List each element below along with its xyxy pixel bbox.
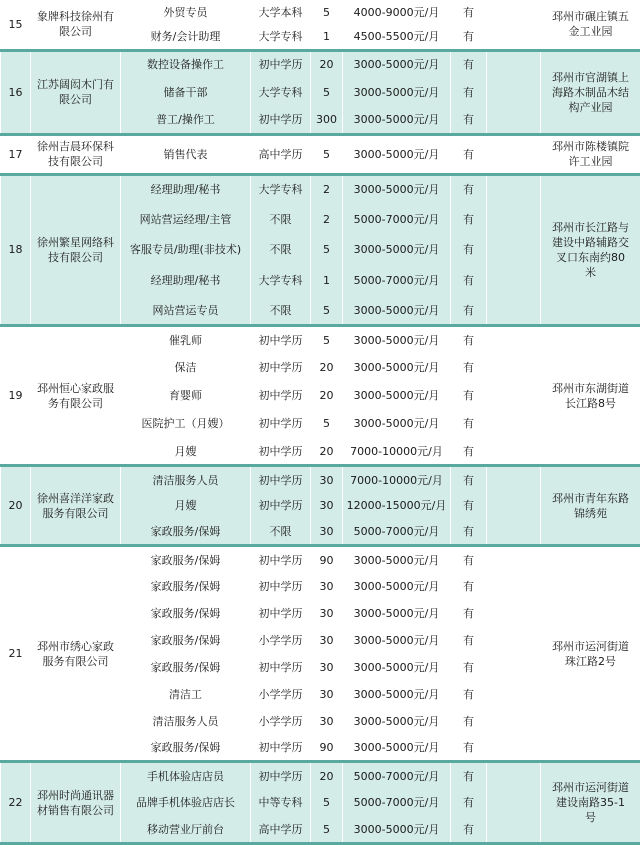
education-requirement: 高中学历 [251,134,311,174]
education-requirement: 初中学历 [251,354,311,382]
education-requirement: 大学专科 [251,78,311,106]
job-title: 清洁服务人员 [121,466,251,493]
row-number: 18 [1,174,31,326]
job-title: 普工/操作工 [121,106,251,134]
table-row [1,134,640,174]
job-title: 外贸专员 [121,0,251,25]
insurance-flag: 有 [451,0,487,25]
job-title: 家政服务/保姆 [121,519,251,546]
headcount: 20 [311,438,343,466]
company-group [1,326,640,466]
job-title: 财务/会计助理 [121,25,251,50]
headcount: 30 [311,466,343,493]
job-title: 家政服务/保姆 [121,627,251,654]
headcount: 1 [311,265,343,295]
job-title: 品牌手机体验店店长 [121,789,251,816]
salary-range: 3000-5000元/月 [343,296,451,326]
company-name: 江苏阔闳木门有限公司 [31,50,121,134]
education-requirement: 大学专科 [251,265,311,295]
row-number: 19 [1,326,31,466]
headcount: 5 [311,326,343,354]
company-address: 邳州市青年东路锦绣苑 [541,466,640,546]
job-title: 经理助理/秘书 [121,265,251,295]
education-requirement: 初中学历 [251,762,311,789]
education-requirement: 大学专科 [251,25,311,50]
headcount: 1 [311,25,343,50]
insurance-flag: 有 [451,546,487,573]
job-title: 家政服务/保姆 [121,546,251,573]
salary-range: 3000-5000元/月 [343,235,451,265]
insurance-flag: 有 [451,438,487,466]
company-name: 徐州喜洋洋家政服务有限公司 [31,466,121,546]
company-address: 邳州市碾庄镇五金工业园 [541,0,640,50]
insurance-flag: 有 [451,25,487,50]
company-group [1,174,640,326]
salary-range: 3000-5000元/月 [343,78,451,106]
insurance-flag: 有 [451,50,487,78]
headcount: 90 [311,546,343,573]
salary-range: 3000-5000元/月 [343,708,451,735]
table-row [1,762,640,789]
company-address: 邳州市官湖镇上海路木制品木结构产业园 [541,50,640,134]
salary-range: 3000-5000元/月 [343,106,451,134]
company-name: 象牌科技徐州有限公司 [31,0,121,50]
headcount: 5 [311,235,343,265]
salary-range: 3000-5000元/月 [343,354,451,382]
salary-range: 3000-5000元/月 [343,410,451,438]
spacer-cell [487,762,541,844]
insurance-flag: 有 [451,134,487,174]
education-requirement: 初中学历 [251,735,311,762]
salary-range: 5000-7000元/月 [343,519,451,546]
salary-range: 7000-10000元/月 [343,466,451,493]
headcount: 2 [311,204,343,234]
education-requirement: 高中学历 [251,817,311,844]
company-group [1,762,640,844]
spacer-cell [487,0,541,50]
job-title: 数控设备操作工 [121,50,251,78]
job-title: 客服专员/助理(非技术) [121,235,251,265]
job-title: 移动营业厅前台 [121,817,251,844]
education-requirement: 初中学历 [251,410,311,438]
headcount: 300 [311,106,343,134]
headcount: 20 [311,382,343,410]
education-requirement: 大学专科 [251,174,311,204]
insurance-flag: 有 [451,762,487,789]
salary-range: 3000-5000元/月 [343,134,451,174]
company-name: 徐州繁星网络科技有限公司 [31,174,121,326]
job-title: 催乳师 [121,326,251,354]
education-requirement: 初中学历 [251,466,311,493]
job-title: 家政服务/保姆 [121,600,251,627]
company-group [1,466,640,546]
company-address: 邳州市长江路与建设中路辅路交叉口东南约80米 [541,174,640,326]
row-number: 15 [1,0,31,50]
job-title: 储备干部 [121,78,251,106]
insurance-flag: 有 [451,708,487,735]
education-requirement: 小学学历 [251,708,311,735]
education-requirement: 中等专科 [251,789,311,816]
salary-range: 3000-5000元/月 [343,681,451,708]
education-requirement: 不限 [251,235,311,265]
education-requirement: 不限 [251,204,311,234]
insurance-flag: 有 [451,681,487,708]
job-title: 月嫂 [121,438,251,466]
headcount: 20 [311,762,343,789]
spacer-cell [487,546,541,762]
insurance-flag: 有 [451,235,487,265]
headcount: 30 [311,627,343,654]
insurance-flag: 有 [451,296,487,326]
headcount: 2 [311,174,343,204]
insurance-flag: 有 [451,265,487,295]
insurance-flag: 有 [451,204,487,234]
education-requirement: 初中学历 [251,600,311,627]
company-address: 邳州市东湖街道长江路8号 [541,326,640,466]
insurance-flag: 有 [451,573,487,600]
company-name: 邳州时尚通讯器材销售有限公司 [31,762,121,844]
salary-range: 4000-9000元/月 [343,0,451,25]
job-title: 育婴师 [121,382,251,410]
headcount: 5 [311,78,343,106]
headcount: 30 [311,519,343,546]
insurance-flag: 有 [451,627,487,654]
headcount: 30 [311,654,343,681]
salary-range: 3000-5000元/月 [343,627,451,654]
headcount: 5 [311,0,343,25]
education-requirement: 初中学历 [251,326,311,354]
headcount: 30 [311,681,343,708]
job-title: 销售代表 [121,134,251,174]
salary-range: 4500-5500元/月 [343,25,451,50]
company-group [1,134,640,174]
insurance-flag: 有 [451,519,487,546]
company-address: 邳州市陈楼镇院许工业园 [541,134,640,174]
education-requirement: 初中学历 [251,546,311,573]
job-title: 医院护工（月嫂） [121,410,251,438]
headcount: 5 [311,296,343,326]
salary-range: 3000-5000元/月 [343,546,451,573]
salary-range: 3000-5000元/月 [343,600,451,627]
salary-range: 5000-7000元/月 [343,789,451,816]
insurance-flag: 有 [451,326,487,354]
job-title: 保洁 [121,354,251,382]
salary-range: 7000-10000元/月 [343,438,451,466]
insurance-flag: 有 [451,735,487,762]
row-number: 22 [1,762,31,844]
salary-range: 12000-15000元/月 [343,493,451,520]
education-requirement: 初中学历 [251,50,311,78]
salary-range: 3000-5000元/月 [343,382,451,410]
spacer-cell [487,134,541,174]
table-row [1,546,640,573]
salary-range: 3000-5000元/月 [343,735,451,762]
education-requirement: 初中学历 [251,654,311,681]
row-number: 17 [1,134,31,174]
education-requirement: 初中学历 [251,106,311,134]
spacer-cell [487,326,541,466]
insurance-flag: 有 [451,466,487,493]
headcount: 30 [311,573,343,600]
job-title: 清洁工 [121,681,251,708]
insurance-flag: 有 [451,493,487,520]
headcount: 30 [311,600,343,627]
insurance-flag: 有 [451,78,487,106]
table-row [1,174,640,204]
education-requirement: 初中学历 [251,382,311,410]
insurance-flag: 有 [451,382,487,410]
education-requirement: 大学本科 [251,0,311,25]
insurance-flag: 有 [451,106,487,134]
headcount: 20 [311,354,343,382]
spacer-cell [487,50,541,134]
headcount: 20 [311,50,343,78]
table-row [1,50,640,78]
education-requirement: 初中学历 [251,573,311,600]
insurance-flag: 有 [451,354,487,382]
row-number: 16 [1,50,31,134]
company-group [1,50,640,134]
job-title: 月嫂 [121,493,251,520]
insurance-flag: 有 [451,654,487,681]
education-requirement: 小学学历 [251,627,311,654]
company-name: 徐州吉晨环保科技有限公司 [31,134,121,174]
table-row [1,466,640,493]
job-title: 清洁服务人员 [121,708,251,735]
company-name: 邳州恒心家政服务有限公司 [31,326,121,466]
insurance-flag: 有 [451,174,487,204]
job-title: 经理助理/秘书 [121,174,251,204]
education-requirement: 不限 [251,519,311,546]
headcount: 90 [311,735,343,762]
job-title: 家政服务/保姆 [121,573,251,600]
insurance-flag: 有 [451,410,487,438]
education-requirement: 初中学历 [251,438,311,466]
job-title: 家政服务/保姆 [121,735,251,762]
company-name: 邳州市绣心家政服务有限公司 [31,546,121,762]
salary-range: 3000-5000元/月 [343,50,451,78]
headcount: 5 [311,134,343,174]
insurance-flag: 有 [451,600,487,627]
company-group [1,0,640,50]
headcount: 5 [311,410,343,438]
headcount: 30 [311,493,343,520]
job-title: 家政服务/保姆 [121,654,251,681]
salary-range: 3000-5000元/月 [343,174,451,204]
education-requirement: 不限 [251,296,311,326]
company-address: 邳州市运河街道建设南路35-1号 [541,762,640,844]
row-number: 21 [1,546,31,762]
salary-range: 3000-5000元/月 [343,573,451,600]
job-title: 手机体验店店员 [121,762,251,789]
headcount: 5 [311,789,343,816]
salary-range: 3000-5000元/月 [343,326,451,354]
headcount: 5 [311,817,343,844]
spacer-cell [487,466,541,546]
headcount: 30 [311,708,343,735]
company-address: 邳州市运河街道珠江路2号 [541,546,640,762]
education-requirement: 小学学历 [251,681,311,708]
insurance-flag: 有 [451,817,487,844]
company-group [1,546,640,762]
table-row [1,0,640,25]
salary-range: 5000-7000元/月 [343,265,451,295]
salary-range: 5000-7000元/月 [343,762,451,789]
job-title: 网站营运经理/主管 [121,204,251,234]
insurance-flag: 有 [451,789,487,816]
salary-range: 5000-7000元/月 [343,204,451,234]
education-requirement: 初中学历 [251,493,311,520]
salary-range: 3000-5000元/月 [343,654,451,681]
spacer-cell [487,174,541,326]
salary-range: 3000-5000元/月 [343,817,451,844]
row-number: 20 [1,466,31,546]
table-row [1,326,640,354]
job-title: 网站营运专员 [121,296,251,326]
